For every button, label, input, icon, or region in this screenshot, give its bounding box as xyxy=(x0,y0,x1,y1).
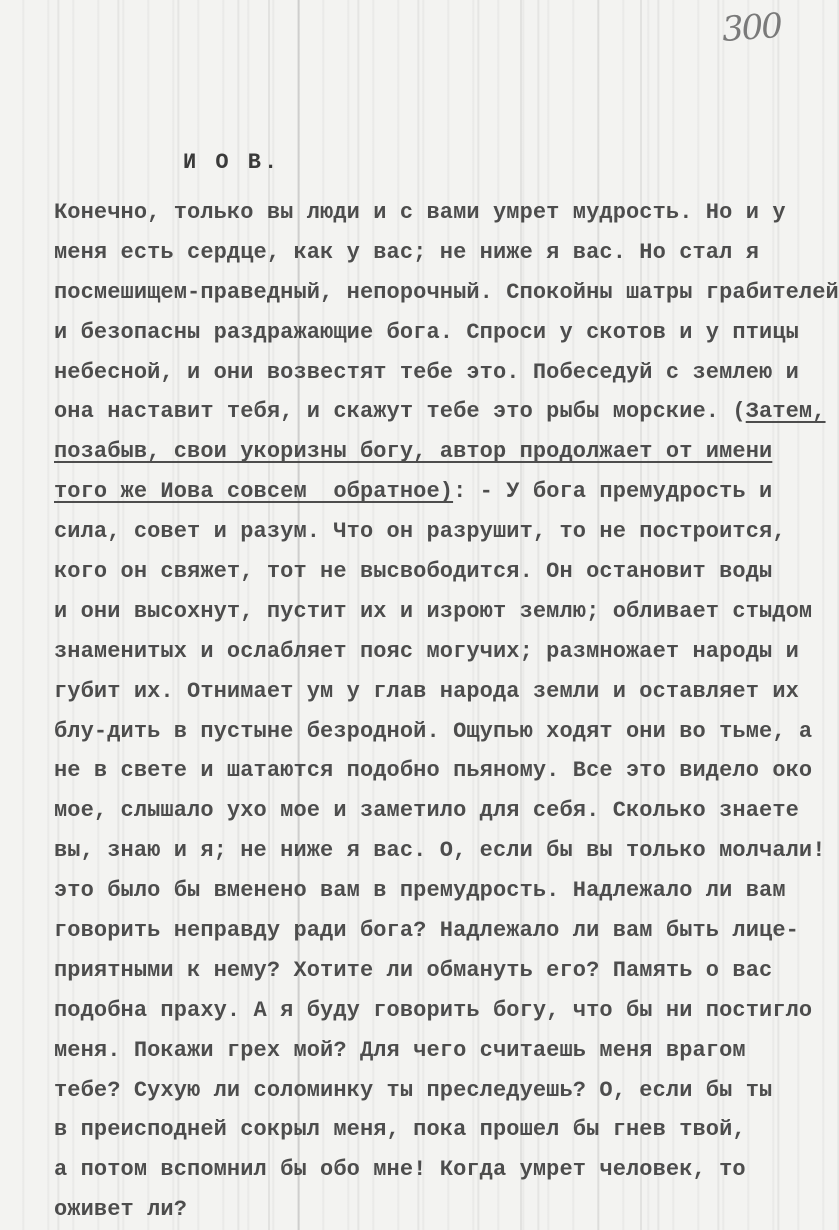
page-number-stamp: 300 xyxy=(720,5,783,51)
line-text: подобна праху. А я буду говорить богу, что бы ни постигло xyxy=(54,997,813,1023)
text-line xyxy=(54,991,814,1031)
line-text: посмешищем-праведный, непорочный. Спокойны шатры грабителей xyxy=(54,279,839,305)
document-body xyxy=(54,193,839,1230)
underlined-text: Затем, xyxy=(745,399,826,425)
line-text: знаменитых и ослабляет пояс могучих; размножает народы и xyxy=(54,638,799,664)
text-line xyxy=(54,392,826,432)
text-line xyxy=(54,1071,814,1111)
text-line xyxy=(54,751,814,791)
line-text: блу-дить в пустыне безродной. Ощупью ходят они во тьме, а xyxy=(54,718,813,744)
line-text: приятными к нему? Хотите ли обмануть его? Память о вас xyxy=(54,957,773,983)
line-text: : - У бога премудрость и xyxy=(453,479,773,505)
line-text: кого он свяжет, тот не высвободится. Он остановит воды xyxy=(54,559,773,585)
text-line xyxy=(54,313,814,353)
text-line xyxy=(54,1190,814,1230)
text-line xyxy=(54,672,814,712)
text-line xyxy=(54,472,814,512)
line-text: меня есть сердце, как у вас; не ниже я вас. Но стал я xyxy=(54,239,760,265)
underlined-text: позабыв, свои укоризны богу, автор продолжает от имени xyxy=(54,439,773,465)
line-text: в преисподней сокрыл меня, пока прошел бы гнев твой, xyxy=(54,1117,746,1143)
text-line xyxy=(54,791,814,831)
line-text: оживет ли? xyxy=(54,1197,188,1223)
document-title: И О В. xyxy=(183,150,281,175)
text-line xyxy=(54,871,814,911)
text-line xyxy=(54,951,814,991)
line-text: это было бы вменено вам в премудрость. Надлежало ли вам xyxy=(54,878,786,904)
underlined-text: того же Иова совсем обратное) xyxy=(54,479,454,505)
line-text: а потом вспомнил бы обо мне! Когда умрет человек, то xyxy=(54,1157,746,1183)
text-line xyxy=(54,512,814,552)
text-line xyxy=(54,233,814,273)
line-text: сила, совет и разум. Что он разрушит, то не построится, xyxy=(54,519,786,545)
line-text: небесной, и они возвестят тебе это. Побеседуй с землею и xyxy=(54,359,799,385)
text-line xyxy=(54,1031,814,1071)
text-line xyxy=(54,831,826,871)
text-line xyxy=(54,193,814,233)
text-line xyxy=(54,632,814,672)
text-line xyxy=(54,353,814,393)
text-line xyxy=(54,592,814,632)
line-text: вы, знаю и я; не ниже я вас. О, если бы вы только молчали! xyxy=(54,838,826,864)
line-text: меня. Покажи грех мой? Для чего считаешь меня врагом xyxy=(54,1037,746,1063)
line-text: Конечно, только вы люди и с вами умрет мудрость. Но и у xyxy=(54,200,786,225)
text-line xyxy=(54,1110,814,1150)
line-text: и безопасны раздражающие бога. Спроси у скотов и у птицы xyxy=(54,319,799,345)
line-text: мое, слышало ухо мое и заметило для себя. Сколько знаете xyxy=(54,798,799,824)
line-text: губит их. Отнимает ум у глав народа земли и оставляет их xyxy=(54,678,799,704)
line-text: говорить неправду ради бога? Надлежало ли вам быть лице- xyxy=(54,918,799,944)
line-text: и они высохнут, пустит их и изроют землю; обливает стыдом xyxy=(54,598,813,624)
line-text: не в свете и шатаются подобно пьяному. Все это видело око xyxy=(54,758,813,784)
text-line xyxy=(54,712,814,752)
text-line xyxy=(54,911,814,951)
text-line xyxy=(54,1150,814,1190)
text-line xyxy=(54,552,814,592)
line-text: тебе? Сухую ли соломинку ты преследуешь? О, если бы ты xyxy=(54,1077,773,1103)
text-line xyxy=(54,432,814,472)
line-text: она наставит тебя, и скажут тебе это рыбы морские. ( xyxy=(54,399,746,425)
text-line xyxy=(54,273,839,313)
